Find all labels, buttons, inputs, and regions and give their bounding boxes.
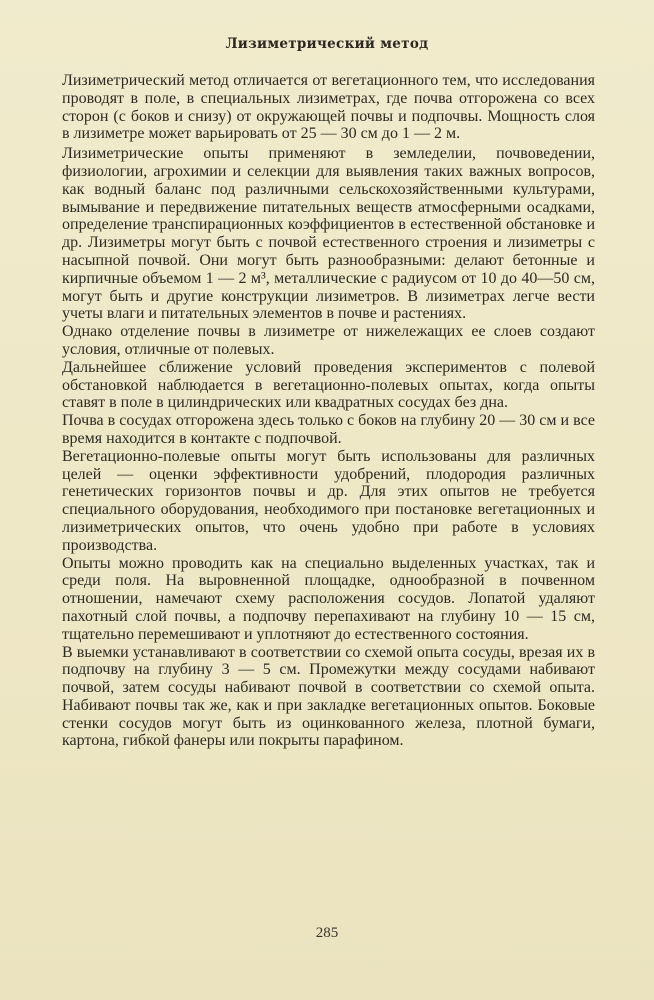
body-text: [62, 72, 595, 750]
paragraph-1: Лизиметрический метод отличается от вегетационного тем, что исследования проводят в поле, в специальных лизиметрах, где почва отгорожена со всех сторон (с боков и снизу) от окружающей почвы и подпочвы. Мощность слоя в лизиметре может варьировать от 25 — 30 см до 1 — 2 м.: [62, 72, 595, 143]
section-heading: Лизиметрический метод: [225, 36, 429, 52]
paragraph-6: Вегетационно-полевые опыты могут быть использованы для различных целей — оценки эффективности удобрений, плодородия различных генетических горизонтов почвы и др. Для этих опытов не требуется специального оборудования, необходимого при постановке вегетационных и лизиметрических опытов, что очень удобно при работе в условиях производства.: [62, 447, 595, 554]
paragraph-7: Опыты можно проводить как на специально выделенных участках, так и среди поля. На выровненной площадке, однообразной в почвенном отношении, намечают схему расположения сосудов. Лопатой удаляют пахотный слой почвы, а подпочву перепахивают на глубину 10 — 15 см, тщательно перемешивают и уплотняют до естественного состояния.: [62, 554, 595, 643]
paragraph-8: В выемки устанавливают в соответствии со схемой опыта сосуды, врезая их в подпочву на глубину 3 — 5 см. Промежутки между сосудами набивают почвой, затем сосуды набивают почвой в соответствии со схемой опыта. Набивают почвы так же, как и при закладке вегетационных опытов. Боковые стенки сосудов могут быть из оцинкованного железа, плотной бумаги, картона, гибкой фанеры или покрыты парафином.: [62, 643, 595, 750]
paragraph-5: Почва в сосудах отгорожена здесь только с боков на глубину 20 — 30 см и все время находится в контакте с подпочвой.: [62, 412, 595, 447]
paragraph-2: Лизиметрические опыты применяют в земледелии, почвоведении, физиологии, агрохимии и селекции для выявления таких важных вопросов, как водный баланс под различными сельскохозяйственными культурами, вымывание и передвижение питательных веществ атмосферными осадками, определение транспирационных коэффициентов в естественной обстановке и др. Лизиметры могут быть с почвой естественного строения и лизиметры с насыпной почвой. Они могут быть разнообразными: делают бетонные и кирпичные объемом 1 — 2 м³, металлические с радиусом от 10 до 40—50 см, могут быть и другие конструкции лизиметров. В лизиметрах легче вести учеты влаги и питательных элементов в почве и растениях.: [62, 145, 595, 323]
paragraph-3: Однако отделение почвы в лизиметре от нижележащих ее слоев создают условия, отличные от полевых.: [62, 323, 595, 358]
page-number: 285: [315, 925, 339, 941]
paragraph-4: Дальнейшее сближение условий проведения экспериментов с полевой обстановкой наблюдается в вегетационно-полевых опытах, когда опыты ставят в поле в цилиндрических или квадратных сосудах без дна.: [62, 358, 595, 412]
